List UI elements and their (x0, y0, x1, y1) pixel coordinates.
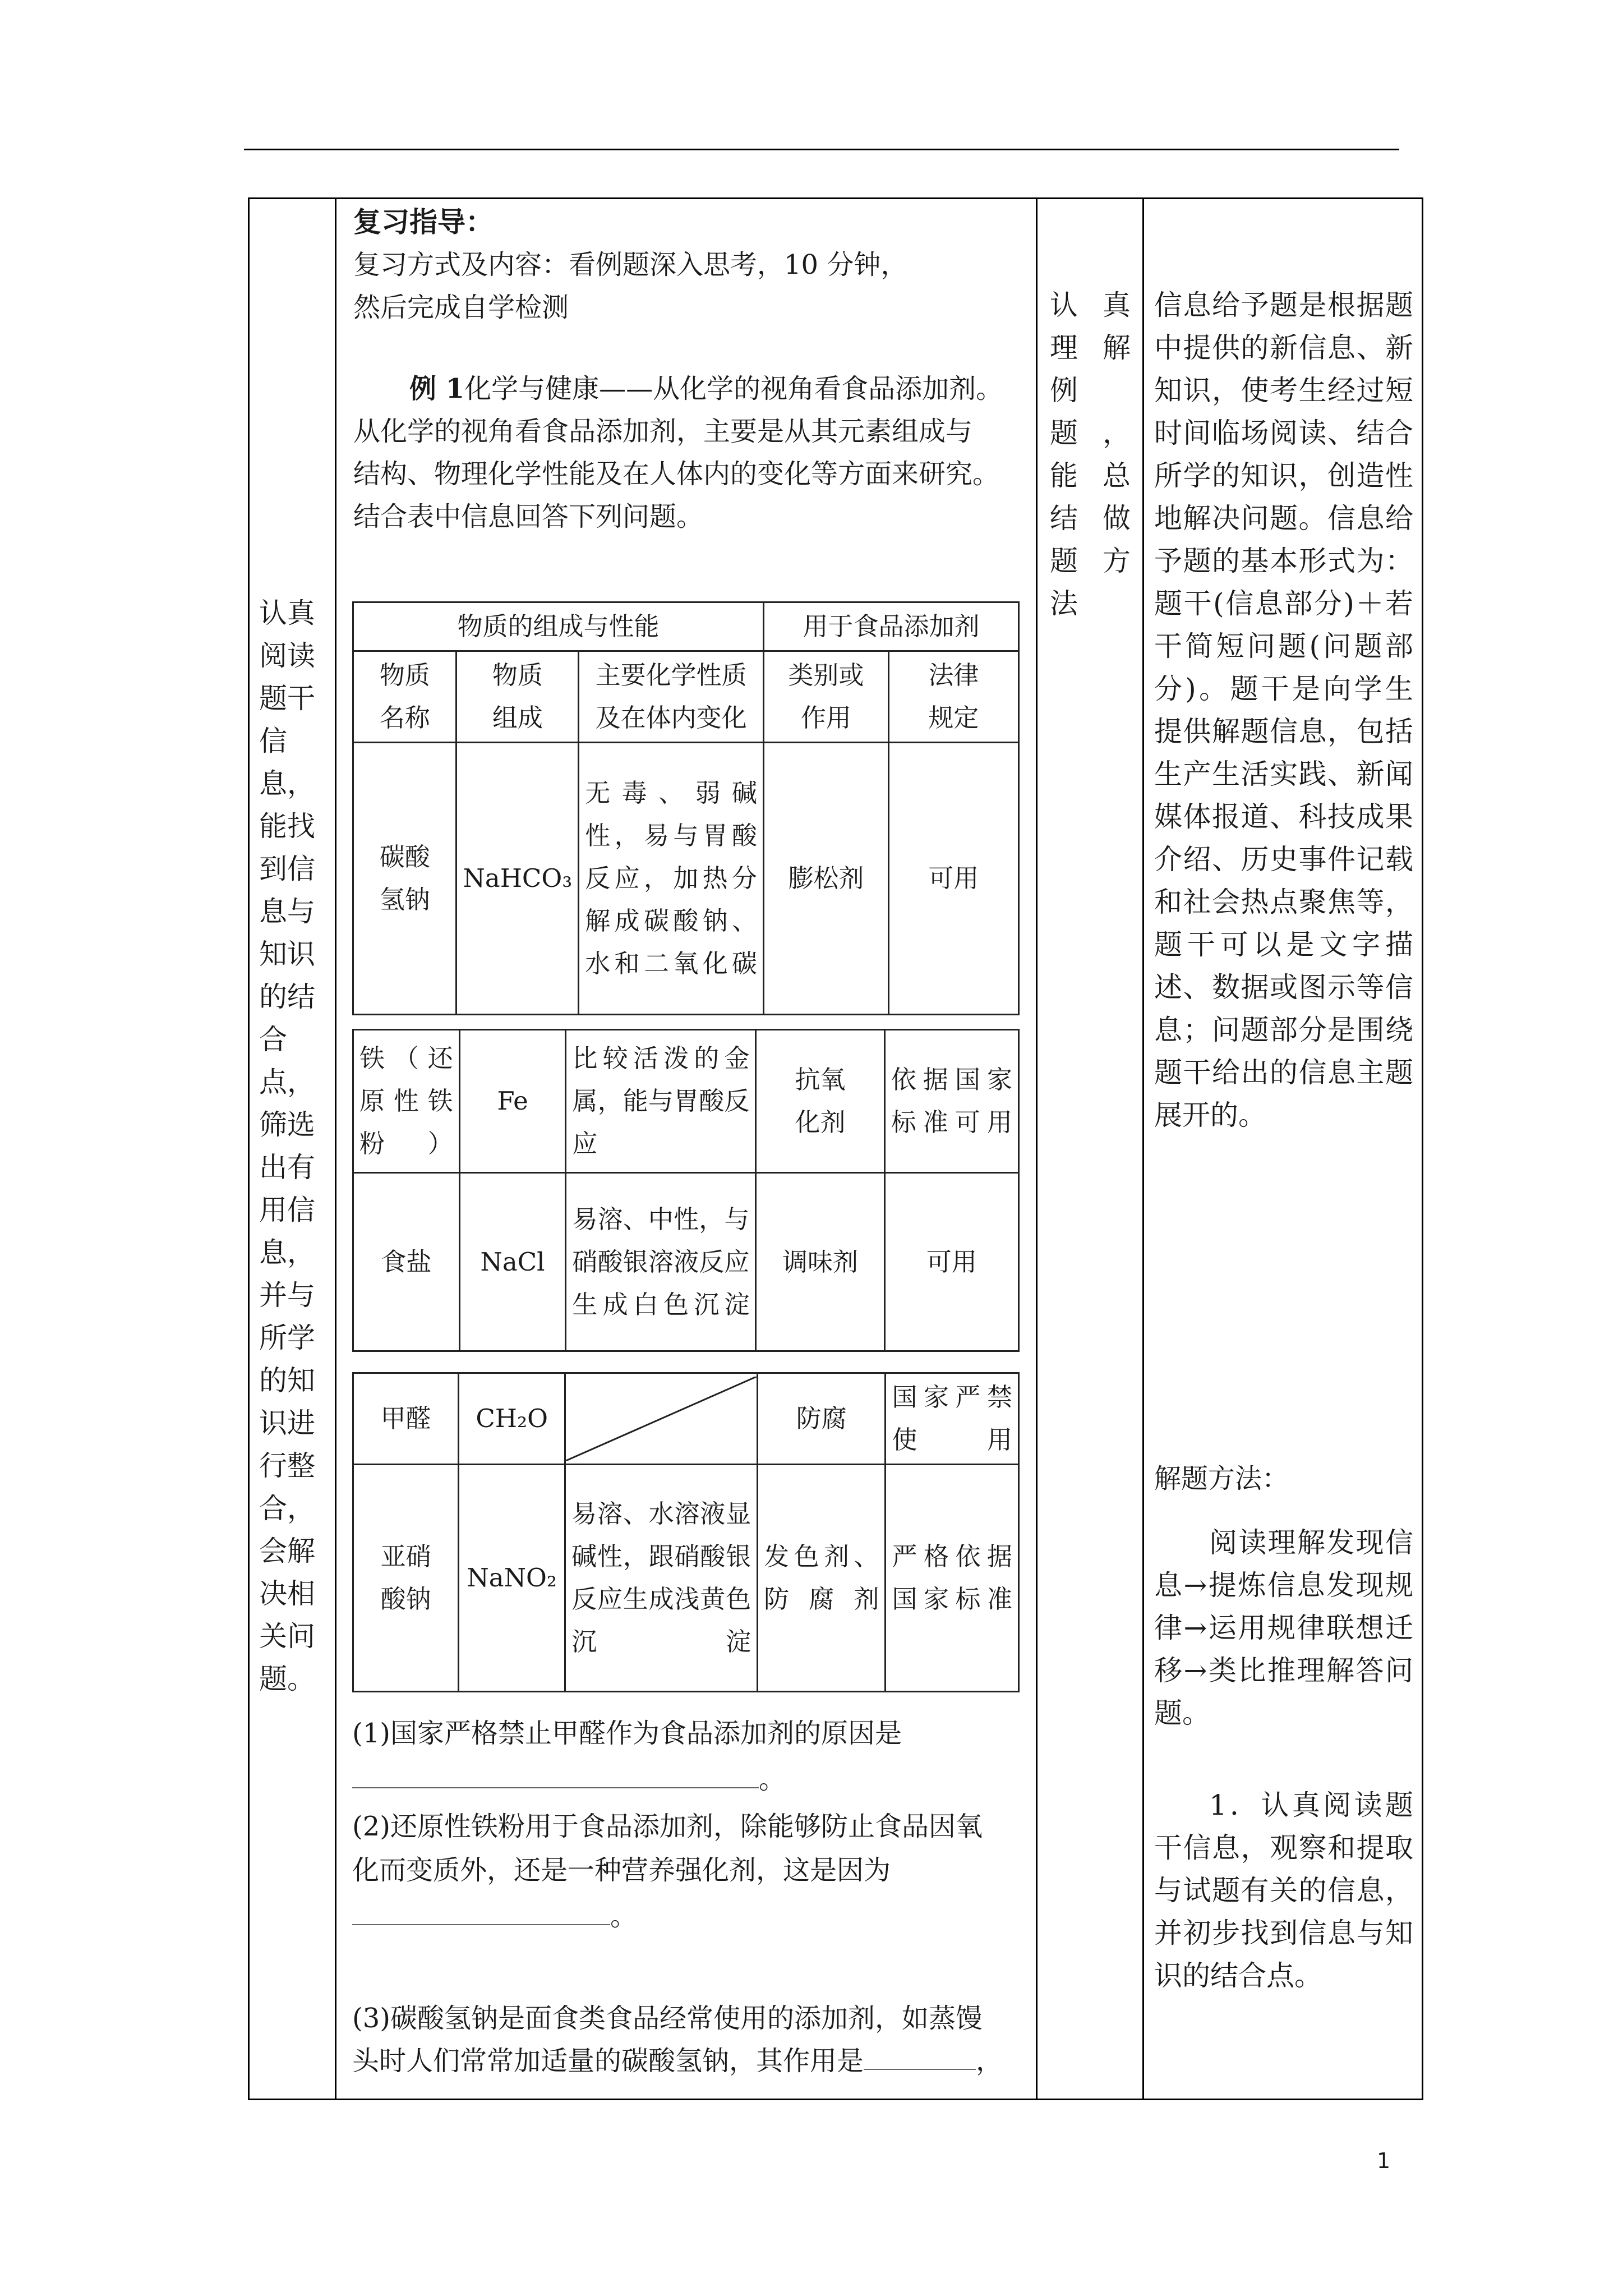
method-label: 解题方法： (1154, 1463, 1289, 1494)
cell-iron-name: 铁（还原性铁粉） (353, 1030, 460, 1173)
cell-salt-formula: NaCl (459, 1173, 566, 1351)
answer-blank-1[interactable] (352, 1764, 759, 1788)
column-divider-3 (1142, 197, 1144, 2100)
cell-nitrite-formula: NaNO₂ (459, 1465, 565, 1692)
cell-salt-law: 可用 (884, 1173, 1018, 1351)
info-paragraph: 信息给予题是根据题中提供的新信息、新知识，使考生经过短时间临场阅读、结合所学的知识，创造性地解决问题。信息给予题的基本形式为：题干(信息部分)＋若干简短问题(问题部分)。题干是向学生提供解题信息，包括生产生活实践、新闻媒体报道、科技成果介绍、历史事件记载和社会热点聚焦等，题干可以是文字描述、数据或图示等信息；问题部分是围绕题干给出的信息主题展开的。 (1154, 289, 1413, 1131)
cell-iron-law: 依据国家标准可用 (884, 1030, 1018, 1173)
cell-nitrite-name: 亚硝 酸钠 (353, 1465, 459, 1692)
question-3-line-1: (3)碳酸氢钠是面食类食品经常使用的添加剂，如蒸馒 (352, 2003, 983, 2034)
answer-blank-3[interactable] (864, 2045, 976, 2070)
cell-formula: NaHCO₃ (457, 743, 579, 1015)
header-category: 类别或 作用 (764, 651, 889, 743)
intro-line-3: 结合表中信息回答下列问题。 (353, 501, 704, 532)
example-title-text: 化学与健康——从化学的视角看食品添加剂。 (464, 373, 1003, 404)
intro-line-1: 从化学的视角看食品添加剂，主要是从其元素组成与 (353, 416, 973, 447)
cell-formaldehyde-name: 甲醛 (353, 1373, 459, 1465)
group-header-composition: 物质的组成与性能 (353, 602, 764, 651)
cell-iron-property: 比较活泼的金属，能与胃酸反应 (566, 1030, 756, 1173)
question-2-line-2: 化而变质外，还是一种营养强化剂，这是因为 (352, 1855, 891, 1886)
learning-goal-text: 认真理解例题，能总结做题方法 (1050, 289, 1134, 620)
question-3-end: ， (976, 2045, 1003, 2077)
question-1-end: 。 (759, 1764, 786, 1795)
method-paragraph: 阅读理解发现信息→提炼信息发现规律→运用规律联想迁移→类比推理解答问题。 (1154, 1526, 1413, 1729)
cell-formaldehyde-property (565, 1373, 758, 1465)
example-label: 例 1 (409, 373, 465, 404)
cell-nitrite-property: 易溶、水溶液显碱性，跟硝酸银反应生成浅黄色沉淀 (565, 1465, 758, 1692)
cell-nitrite-law: 严格依据国家标准 (886, 1465, 1019, 1692)
header-rule (244, 149, 1399, 150)
question-2-end: 。 (610, 1901, 638, 1932)
column-divider-1 (335, 197, 336, 2100)
review-method-line: 复习方式及内容：看例题深入思考，10 分钟， (353, 249, 908, 280)
review-heading: 复习指导： (353, 205, 494, 238)
header-formula: 物质 组成 (457, 651, 579, 743)
cell-formaldehyde-law: 国家严禁使用 (886, 1373, 1019, 1465)
cell-salt-category: 调味剂 (756, 1173, 884, 1351)
question-2-answer-line (352, 1895, 637, 1938)
cell-name: 碳酸 氢钠 (353, 743, 457, 1015)
objective-text: 认真阅读题干信息，能找到信息与知识的结合点，筛选出有用信息，并与所学的知识进行整合，会解决相关问题。 (259, 597, 315, 1695)
cell-category: 膨松剂 (764, 743, 889, 1015)
question-2-line-1: (2)还原性铁粉用于食品添加剂，除能够防止食品因氧 (352, 1811, 983, 1842)
example-title (409, 367, 1003, 410)
header-law: 法律 规定 (888, 651, 1018, 743)
intro-line-2: 结构、物理化学性能及在人体内的变化等方面来研究。 (353, 458, 1000, 490)
header-property: 主要化学性质 及在体内变化 (579, 651, 764, 743)
cell-formaldehyde-formula: CH₂O (459, 1373, 565, 1465)
additive-table-1 (352, 601, 1020, 1015)
step-1-paragraph: 1．认真阅读题干信息，观察和提取与试题有关的信息，并初步找到信息与知识的结合点。 (1154, 1789, 1413, 1992)
cell-nitrite-category: 发色剂、防腐剂 (758, 1465, 886, 1692)
diagonal-slash (566, 1377, 757, 1461)
additive-table-3 (352, 1372, 1020, 1692)
cell-salt-name: 食盐 (353, 1173, 460, 1351)
cell-salt-property: 易溶、中性，与硝酸银溶液反应生成白色沉淀 (566, 1173, 756, 1351)
cell-property: 无毒、弱碱性，易与胃酸反应，加热分解成碳酸钠、水和二氧化碳 (579, 743, 764, 1015)
cell-iron-category: 抗氧 化剂 (756, 1030, 884, 1173)
column-divider-2 (1036, 197, 1038, 2100)
page-number: 1 (1377, 2148, 1391, 2173)
review-method-line-2: 然后完成自学检测 (353, 292, 569, 323)
cell-formaldehyde-category: 防腐 (758, 1373, 886, 1465)
question-3-line-2 (352, 2040, 1003, 2082)
group-header-usage: 用于食品添加剂 (764, 602, 1019, 651)
additive-table-2 (352, 1029, 1020, 1352)
cell-iron-formula: Fe (459, 1030, 566, 1173)
header-name: 物质 名称 (353, 651, 457, 743)
cell-law: 可用 (888, 743, 1018, 1015)
question-1-answer-line (352, 1758, 786, 1801)
question-1: (1)国家严格禁止甲醛作为食品添加剂的原因是 (352, 1718, 902, 1749)
question-3-text: 头时人们常常加适量的碳酸氢钠，其作用是 (352, 2045, 864, 2077)
answer-blank-2[interactable] (352, 1901, 610, 1925)
